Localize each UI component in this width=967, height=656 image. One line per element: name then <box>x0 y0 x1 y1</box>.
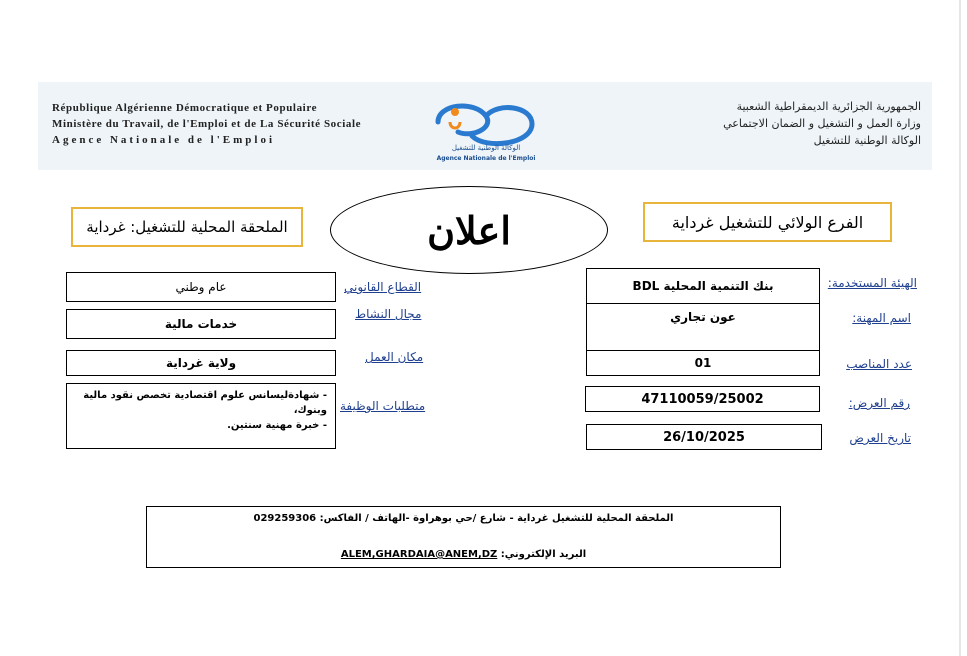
ar-ministry-line: وزارة العمل و التشغيل و الضمان الاجتماعي <box>723 117 921 130</box>
work-place-value: ولاية غرداية <box>165 356 237 370</box>
positions-value: 01 <box>694 356 712 370</box>
offer-date-label: تاريخ العرض <box>849 431 911 445</box>
branch-box <box>643 202 892 242</box>
profession-value-box <box>586 303 820 351</box>
profession-label: اسم المهنة: <box>852 311 911 325</box>
contact-email-line <box>147 549 780 560</box>
ar-agency-line: الوكالة الوطنية للتشغيل <box>813 134 921 147</box>
logo-caption-arabic: الوكالة الوطنية للتشغيل <box>451 144 521 152</box>
fr-agency-line: Agence Nationale de l'Emploi <box>52 134 276 146</box>
legal-sector-value: عام وطني <box>175 280 227 294</box>
activity-field-value: خدمات مالية <box>164 317 238 331</box>
work-place-label: مكان العمل <box>365 350 424 364</box>
header-arabic <box>723 98 921 149</box>
fr-republic-line: République Algérienne Démocratique et Populaire <box>52 102 318 114</box>
requirement-experience: - خبرة مهنية سنتين. <box>227 420 327 431</box>
email-link[interactable]: ALEM,GHARDAIA@ANEM,DZ <box>340 549 498 560</box>
requirements-value-box <box>66 383 336 449</box>
ar-republic-line: الجمهورية الجزائرية الديمقراطية الشعبية <box>736 100 921 113</box>
offer-number-value: 47110059/25002 <box>641 391 764 407</box>
announcement-title: اعلان <box>427 207 511 253</box>
local-agency-box <box>71 207 303 247</box>
employer-value-box <box>586 268 820 304</box>
offer-date-value: 26/10/2025 <box>663 429 745 445</box>
work-place-value-box <box>66 350 336 376</box>
legal-sector-value-box <box>66 272 336 302</box>
profession-value: عون تجاري <box>670 310 736 324</box>
requirements-label: متطلبات الوظيفة <box>340 399 426 413</box>
positions-value-box <box>586 350 820 376</box>
activity-field-label: مجال النشاط <box>355 307 422 321</box>
logo-caption-french: Agence Nationale de l'Emploi <box>436 155 536 162</box>
local-agency-text: الملحقة المحلية للتشغيل: غرداية <box>86 218 288 236</box>
offer-date-value-box <box>586 424 822 450</box>
offer-number-label: رقم العرض: <box>848 396 910 410</box>
email-label: البريد الإلكتروني: <box>500 549 587 560</box>
header-french <box>52 100 361 148</box>
legal-sector-label: القطاع القانوني <box>344 280 422 294</box>
employer-value: بنك التنمية المحلية BDL <box>632 279 774 293</box>
positions-label: عدد المناصب <box>846 357 912 371</box>
employer-label: الهيئة المستخدمة: <box>827 276 917 290</box>
branch-text: الفرع الولائي للتشغيل غرداية <box>671 212 864 232</box>
page-edge-divider <box>959 0 961 656</box>
activity-field-value-box <box>66 309 336 339</box>
requirement-degree: - شهادةليسانس علوم اقتصادية تخصص نقود مالية وبنوك، <box>83 390 327 416</box>
contact-box <box>146 506 781 568</box>
fr-ministry-line: Ministère du Travail, de l'Emploi et de La Sécurité Sociale <box>52 118 362 130</box>
contact-address: الملحقة المحلية للتشغيل غرداية - شارع /حي بوهراوة -الهاتف / الفاكس: 029259306 <box>253 513 674 524</box>
offer-number-value-box <box>585 386 820 412</box>
announcement-oval <box>330 186 608 274</box>
